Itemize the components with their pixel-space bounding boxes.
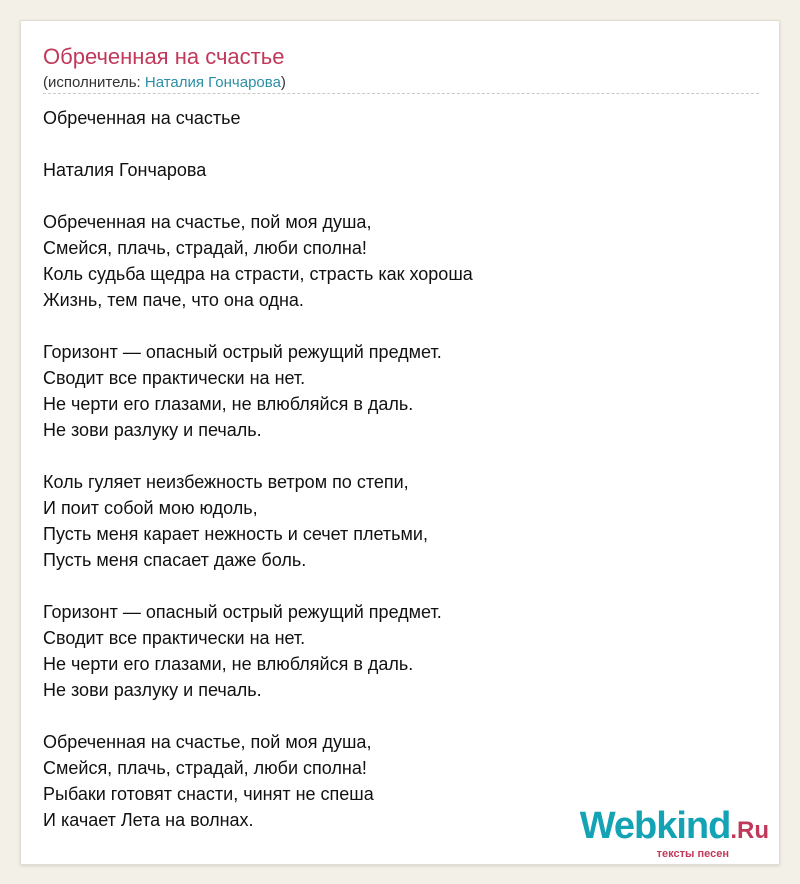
lyric-line: Рыбаки готовят снасти, чинят не спеша <box>43 784 374 804</box>
stanza-gap <box>43 313 743 339</box>
lyric-line: Горизонт — опасный острый режущий предмет. <box>43 342 442 362</box>
lyric-line: Жизнь, тем паче, что она одна. <box>43 290 304 310</box>
artist-prefix: (исполнитель: <box>43 74 145 91</box>
lyric-line: Коль судьба щедра на страсти, страсть как хороша <box>43 264 473 284</box>
stanza-gap <box>43 703 743 729</box>
stanza-gap <box>43 131 743 157</box>
logo-tld: .Ru <box>730 817 769 844</box>
artist-suffix: ) <box>280 74 286 91</box>
dashed-divider <box>43 93 759 94</box>
lyric-line: Не черти его глазами, не влюбляйся в даль. <box>43 394 414 414</box>
artist-link[interactable]: Наталия Гончарова <box>144 74 281 91</box>
lyric-line: Пусть меня спасает даже боль. <box>43 550 307 570</box>
lyric-line: Горизонт — опасный острый режущий предмет. <box>43 602 442 622</box>
lyric-line: Коль гуляет неизбежность ветром по степи, <box>43 472 409 492</box>
lyric-line: Сводит все практически на нет. <box>43 628 306 648</box>
lyric-line: Обреченная на счастье <box>43 108 241 128</box>
lyric-line: И поит собой мою юдоль, <box>43 498 258 518</box>
logo-tagline: тексты песен <box>656 848 729 860</box>
lyric-line: Не зови разлуку и печаль. <box>43 680 262 700</box>
lyric-line: Наталия Гончарова <box>43 160 207 180</box>
lyrics-text <box>43 105 743 833</box>
site-logo[interactable] <box>580 807 769 860</box>
lyrics-card <box>20 20 780 865</box>
lyric-line: Пусть меня карает нежность и сечет плетьми, <box>43 524 428 544</box>
song-title: Обреченная на счастье <box>43 44 285 69</box>
logo-name: Webkind <box>579 805 731 847</box>
artist-line <box>43 73 286 93</box>
stanza-gap <box>43 443 743 469</box>
stanza-gap <box>43 573 743 599</box>
lyric-line: Смейся, плачь, страдай, люби сполна! <box>43 238 367 258</box>
lyric-line: Смейся, плачь, страдай, люби сполна! <box>43 758 367 778</box>
lyric-line: Не зови разлуку и печаль. <box>43 420 262 440</box>
lyric-line: И качает Лета на волнах. <box>43 810 254 830</box>
lyric-line: Обреченная на счастье, пой моя душа, <box>43 732 372 752</box>
lyric-line: Сводит все практически на нет. <box>43 368 306 388</box>
lyric-line: Не черти его глазами, не влюбляйся в даль. <box>43 654 414 674</box>
stanza-gap <box>43 183 743 209</box>
lyric-line: Обреченная на счастье, пой моя душа, <box>43 212 372 232</box>
